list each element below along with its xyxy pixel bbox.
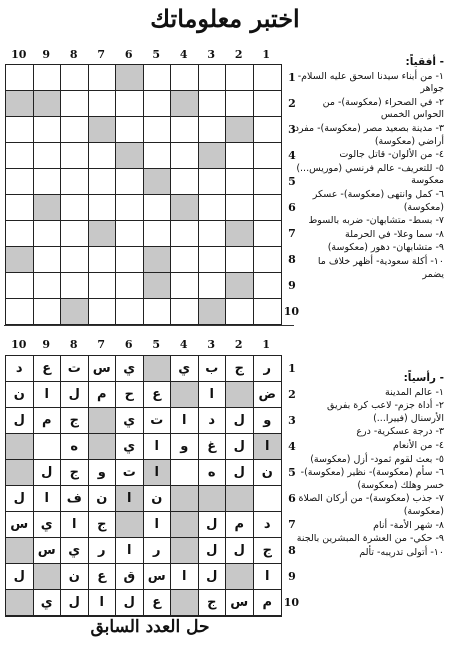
solution-cell: [254, 486, 282, 512]
column-number: 2: [234, 338, 243, 351]
row-number: 1: [288, 71, 296, 84]
grid-cell[interactable]: [254, 247, 282, 273]
solution-cell: ل: [226, 408, 254, 434]
row-number: 5: [288, 175, 296, 188]
solution-cell-blocked: [6, 460, 34, 486]
solution-cell: د: [199, 408, 227, 434]
solution-cell: س: [6, 512, 34, 538]
solution-cell-blocked: [6, 434, 34, 460]
grid-cell[interactable]: [254, 117, 282, 143]
grid-cell[interactable]: [6, 221, 34, 247]
column-number: 7: [97, 48, 106, 61]
column-number: 4: [179, 338, 188, 351]
grid-cell[interactable]: [89, 299, 117, 325]
grid-cell[interactable]: [226, 299, 254, 325]
column-number: 8: [69, 48, 78, 61]
grid-cell[interactable]: [61, 65, 89, 91]
grid-cell-blocked: [171, 91, 199, 117]
row-number: 4: [288, 440, 296, 453]
solution-cell-blocked: [226, 486, 254, 512]
solution-cell: ح: [116, 382, 144, 408]
grid-cell[interactable]: [89, 273, 117, 299]
grid-cell[interactable]: [199, 117, 227, 143]
grid-cell[interactable]: [116, 195, 144, 221]
grid-cell[interactable]: [89, 65, 117, 91]
solution-cell: و: [89, 460, 117, 486]
solution-cell: ع: [89, 564, 117, 590]
grid-cell[interactable]: [144, 221, 172, 247]
grid-cell[interactable]: [254, 169, 282, 195]
column-number: 1: [262, 338, 271, 351]
row-number: 1: [288, 362, 296, 375]
solution-cell: م: [226, 512, 254, 538]
column-number: 7: [97, 338, 106, 351]
solution-cell: ا: [34, 382, 62, 408]
grid-cell[interactable]: [171, 143, 199, 169]
solution-cell: ل: [61, 590, 89, 616]
solution-cell: ا: [34, 486, 62, 512]
solution-cell: ل: [6, 408, 34, 434]
grid-cell[interactable]: [61, 195, 89, 221]
solution-cell: ر: [89, 538, 117, 564]
solution-cell-blocked: ا: [144, 460, 172, 486]
grid-cell[interactable]: [6, 117, 34, 143]
grid-cell[interactable]: [61, 247, 89, 273]
grid-cell[interactable]: [89, 91, 117, 117]
grid-cell-blocked: [226, 273, 254, 299]
solution-cell-blocked: [144, 356, 172, 382]
solution-cell: ت: [116, 460, 144, 486]
solution-cell: ق: [116, 564, 144, 590]
grid-cell[interactable]: [116, 247, 144, 273]
solution-cell: و: [254, 408, 282, 434]
solution-cell: ج: [199, 590, 227, 616]
across-clue: ٦- كمل وانتهى (معكوسة)- عسكر (معكوسة): [312, 188, 444, 213]
column-number: 5: [152, 338, 161, 351]
grid-cell[interactable]: [199, 169, 227, 195]
row-number: 3: [288, 123, 296, 136]
down-clue: ١- عالم المدينة: [385, 386, 444, 398]
grid-cell[interactable]: [116, 273, 144, 299]
grid-cell[interactable]: [116, 91, 144, 117]
grid-cell-blocked: [116, 65, 144, 91]
column-number: 9: [42, 48, 51, 61]
column-number: 6: [124, 338, 133, 351]
solution-cell-blocked: [199, 486, 227, 512]
grid-cell[interactable]: [144, 195, 172, 221]
grid-cell[interactable]: [226, 247, 254, 273]
solution-cell: ي: [171, 356, 199, 382]
solution-cell: غ: [199, 434, 227, 460]
down-clue: ٨- شهر الأمة- أنام: [373, 519, 444, 531]
solution-cell: ل: [6, 564, 34, 590]
solution-cell: ع: [144, 590, 172, 616]
solution-cell-blocked: [226, 564, 254, 590]
grid-cell[interactable]: [116, 169, 144, 195]
solution-cell: ل: [116, 590, 144, 616]
grid-cell[interactable]: [34, 143, 62, 169]
solution-cell: ا: [199, 382, 227, 408]
across-clue: ٥- للتعريف- عالم فرنسي (موريس...) معكوسة: [296, 162, 444, 187]
solution-cell: ي: [34, 590, 62, 616]
solution-cell: س: [226, 590, 254, 616]
across-clue: ١- من أبناء سيدنا اسحق عليه السلام- جواهر: [297, 70, 444, 95]
solution-cell: د: [6, 356, 34, 382]
grid-cell[interactable]: [61, 221, 89, 247]
solution-cell-blocked: [89, 408, 117, 434]
row-number: 6: [288, 492, 296, 505]
across-clues: [294, 56, 444, 282]
grid-cell-blocked: [144, 273, 172, 299]
down-heading: - رأسياً:: [403, 372, 444, 384]
grid-cell[interactable]: [61, 117, 89, 143]
column-numbers-top: [5, 48, 280, 61]
solution-cell: ر: [144, 538, 172, 564]
solution-cell: ل: [226, 460, 254, 486]
solution-cell: [34, 434, 62, 460]
across-clue: ١٠- أكلة سعودية- أظهر خلاف ما يضمر: [317, 255, 444, 280]
grid-cell[interactable]: [89, 169, 117, 195]
grid-cell[interactable]: [6, 169, 34, 195]
solution-cell: س: [34, 538, 62, 564]
grid-cell[interactable]: [254, 91, 282, 117]
grid-cell-blocked: [226, 221, 254, 247]
crossword-grid-solution: [5, 355, 282, 617]
solution-cell-blocked: [171, 590, 199, 616]
grid-cell-blocked: [171, 195, 199, 221]
grid-cell-blocked: [89, 117, 117, 143]
grid-cell[interactable]: [199, 195, 227, 221]
grid-cell[interactable]: [6, 143, 34, 169]
solution-cell: ج: [61, 408, 89, 434]
solution-cell: د: [254, 512, 282, 538]
grid-cell-blocked: [34, 91, 62, 117]
solution-cell: ن: [6, 382, 34, 408]
column-number: 4: [179, 48, 188, 61]
grid-cell[interactable]: [144, 91, 172, 117]
row-number: 3: [288, 414, 296, 427]
grid-cell[interactable]: [34, 299, 62, 325]
solution-cell: ع: [34, 356, 62, 382]
section-divider: [4, 325, 294, 326]
grid-cell[interactable]: [199, 65, 227, 91]
solution-cell: ل: [199, 538, 227, 564]
down-clue: ٩- حكي- من العشرة المبشرين بالجنة: [296, 533, 444, 545]
grid-cell[interactable]: [144, 143, 172, 169]
solution-cell: س: [144, 564, 172, 590]
column-number: 3: [207, 48, 216, 61]
grid-cell-blocked: [199, 299, 227, 325]
solution-cell: ج: [89, 512, 117, 538]
solution-cell: م: [254, 590, 282, 616]
grid-cell[interactable]: [6, 65, 34, 91]
page-title: اختبر معلوماتك: [150, 4, 300, 33]
solution-cell: ل: [199, 564, 227, 590]
across-clue: ٢- في الصحراء (معكوسة)- من الحواس الخمس: [322, 96, 444, 121]
grid-cell[interactable]: [254, 299, 282, 325]
solution-cell: ا: [89, 590, 117, 616]
across-clue: ٨- سما وعلا- في الحرملة: [344, 228, 444, 240]
solution-cell: ي: [34, 512, 62, 538]
solution-cell-blocked: [116, 512, 144, 538]
across-clue: ٩- متشابهان- دهور (معكوسة): [327, 242, 444, 254]
solution-cell-blocked: [171, 512, 199, 538]
grid-cell[interactable]: [199, 91, 227, 117]
solution-cell: ت: [144, 408, 172, 434]
grid-cell[interactable]: [254, 65, 282, 91]
down-clue: ٧- جذب (معكوسة)- من أركان الصلاة (معكوسة): [298, 493, 444, 517]
grid-cell[interactable]: [34, 247, 62, 273]
solution-cell: ن: [61, 564, 89, 590]
row-number: 10: [283, 305, 299, 318]
column-number: 8: [69, 338, 78, 351]
grid-cell[interactable]: [171, 117, 199, 143]
down-clue: ٦- سأم (معكوسة)- نظير (معكوسة)- خسر وهلك (معكوسة): [300, 467, 444, 491]
crossword-grid-empty[interactable]: [5, 64, 282, 326]
grid-cell-blocked: [199, 143, 227, 169]
grid-cell[interactable]: [226, 143, 254, 169]
solution-cell: ج: [61, 460, 89, 486]
grid-cell[interactable]: [171, 221, 199, 247]
solution-cell-blocked: [226, 382, 254, 408]
solution-cell: ا: [171, 408, 199, 434]
solution-cell: ي: [116, 408, 144, 434]
grid-cell[interactable]: [199, 247, 227, 273]
grid-cell[interactable]: [199, 273, 227, 299]
grid-cell[interactable]: [61, 143, 89, 169]
down-clues: [294, 372, 444, 560]
solution-cell: ج: [226, 356, 254, 382]
grid-cell-blocked: [89, 221, 117, 247]
down-clue: ٣- درجة عسكرية- درع: [356, 426, 444, 438]
grid-cell[interactable]: [226, 91, 254, 117]
grid-cell-blocked: [144, 169, 172, 195]
row-number: 8: [288, 253, 296, 266]
grid-cell[interactable]: [171, 273, 199, 299]
solution-cell: ا: [144, 512, 172, 538]
grid-cell-blocked: [6, 247, 34, 273]
across-clue: ٣- مدينة بصعيد مصر (معكوسة)- مفرد أراضي (معكوسة): [294, 122, 444, 147]
row-number: 8: [288, 544, 296, 557]
solution-cell: ي: [116, 434, 144, 460]
grid-cell[interactable]: [171, 169, 199, 195]
solution-cell: ا: [254, 564, 282, 590]
grid-cell[interactable]: [61, 91, 89, 117]
solution-cell: ا: [61, 512, 89, 538]
grid-cell[interactable]: [171, 299, 199, 325]
solution-cell: ن: [89, 486, 117, 512]
grid-cell[interactable]: [6, 299, 34, 325]
grid-cell[interactable]: [171, 65, 199, 91]
solution-cell: س: [89, 356, 117, 382]
solution-cell: ض: [254, 382, 282, 408]
grid-cell[interactable]: [144, 117, 172, 143]
solution-cell-blocked: [89, 434, 117, 460]
grid-cell[interactable]: [226, 169, 254, 195]
grid-cell-blocked: [226, 117, 254, 143]
solution-cell: ل: [226, 538, 254, 564]
grid-cell[interactable]: [34, 221, 62, 247]
column-number: 5: [152, 48, 161, 61]
grid-cell[interactable]: [89, 247, 117, 273]
row-number: 2: [288, 97, 296, 110]
grid-cell[interactable]: [34, 117, 62, 143]
grid-cell[interactable]: [61, 169, 89, 195]
grid-cell[interactable]: [116, 117, 144, 143]
solution-cell: ع: [144, 382, 172, 408]
solution-cell: ل: [61, 382, 89, 408]
solution-cell-blocked: ا: [116, 486, 144, 512]
solution-cell: ي: [61, 538, 89, 564]
solution-cell-blocked: [6, 538, 34, 564]
solution-cell: ا: [116, 538, 144, 564]
grid-cell-blocked: [61, 299, 89, 325]
solution-cell: ج: [254, 538, 282, 564]
grid-cell[interactable]: [171, 247, 199, 273]
grid-cell[interactable]: [6, 273, 34, 299]
solution-cell: م: [89, 382, 117, 408]
down-clue: ١٠- أتولى تدريبه- تألم: [359, 546, 444, 558]
solution-cell-blocked: ا: [254, 434, 282, 460]
previous-solution-caption: حل العدد السابق: [90, 617, 210, 637]
grid-cell[interactable]: [61, 273, 89, 299]
grid-cell-blocked: [116, 143, 144, 169]
down-clue: ٥- بعث لقوم ثمود- أزل (معكوسة): [310, 453, 444, 465]
down-clue: ٤- من الأنعام: [393, 439, 444, 451]
column-number: 9: [42, 338, 51, 351]
solution-cell: ا: [144, 434, 172, 460]
grid-cell-blocked: [34, 195, 62, 221]
column-number: 2: [234, 48, 243, 61]
solution-cell: [171, 460, 199, 486]
solution-cell: ن: [144, 486, 172, 512]
column-number: 10: [11, 48, 27, 61]
solution-cell: ب: [199, 356, 227, 382]
solution-cell: ي: [116, 356, 144, 382]
across-clue: ٤- من الألوان- قاتل جالوت: [339, 149, 444, 161]
grid-cell-blocked: [6, 91, 34, 117]
grid-cell[interactable]: [34, 273, 62, 299]
row-number: 10: [283, 596, 299, 609]
solution-cell: ر: [254, 356, 282, 382]
solution-cell: ن: [254, 460, 282, 486]
row-number: 5: [288, 466, 296, 479]
solution-cell: ت: [61, 356, 89, 382]
row-number: 4: [288, 149, 296, 162]
solution-cell: ه: [199, 460, 227, 486]
solution-cell: ل: [199, 512, 227, 538]
grid-cell[interactable]: [89, 143, 117, 169]
row-number: 2: [288, 388, 296, 401]
row-number: 6: [288, 201, 296, 214]
solution-cell: ه: [61, 434, 89, 460]
grid-cell-blocked: [144, 247, 172, 273]
grid-cell[interactable]: [116, 299, 144, 325]
solution-cell-blocked: [34, 564, 62, 590]
grid-cell[interactable]: [199, 221, 227, 247]
grid-cell[interactable]: [226, 195, 254, 221]
solution-cell: و: [171, 434, 199, 460]
solution-cell-blocked: [171, 538, 199, 564]
row-number: 9: [288, 570, 296, 583]
row-number: 9: [288, 279, 296, 292]
row-number: 7: [288, 227, 296, 240]
solution-cell: ل: [6, 486, 34, 512]
solution-cell: ا: [171, 564, 199, 590]
solution-cell-blocked: [171, 486, 199, 512]
grid-cell[interactable]: [254, 221, 282, 247]
column-number: 3: [207, 338, 216, 351]
row-number: 7: [288, 518, 296, 531]
solution-cell-blocked: [6, 590, 34, 616]
column-number: 10: [11, 338, 27, 351]
column-numbers-bottom: [5, 338, 280, 351]
down-clue: ٢- أداة جزم- لاعب كرة بفريق الأرسنال (فييرا...): [327, 400, 444, 424]
across-heading: - أفقياً:: [405, 56, 444, 68]
solution-cell: ف: [61, 486, 89, 512]
grid-cell[interactable]: [254, 195, 282, 221]
across-clue: ٧- بسط- متشابهان- ضربه بالسوط: [308, 215, 444, 227]
grid-cell[interactable]: [254, 143, 282, 169]
grid-cell[interactable]: [254, 273, 282, 299]
solution-cell: ل: [34, 460, 62, 486]
grid-cell[interactable]: [34, 65, 62, 91]
solution-cell-blocked: [171, 382, 199, 408]
grid-cell[interactable]: [89, 195, 117, 221]
grid-cell[interactable]: [144, 65, 172, 91]
grid-cell[interactable]: [34, 169, 62, 195]
grid-cell[interactable]: [6, 195, 34, 221]
solution-cell: م: [34, 408, 62, 434]
column-number: 6: [124, 48, 133, 61]
column-number: 1: [262, 48, 271, 61]
grid-cell[interactable]: [144, 299, 172, 325]
solution-cell: ل: [226, 434, 254, 460]
grid-cell[interactable]: [116, 221, 144, 247]
grid-cell[interactable]: [226, 65, 254, 91]
